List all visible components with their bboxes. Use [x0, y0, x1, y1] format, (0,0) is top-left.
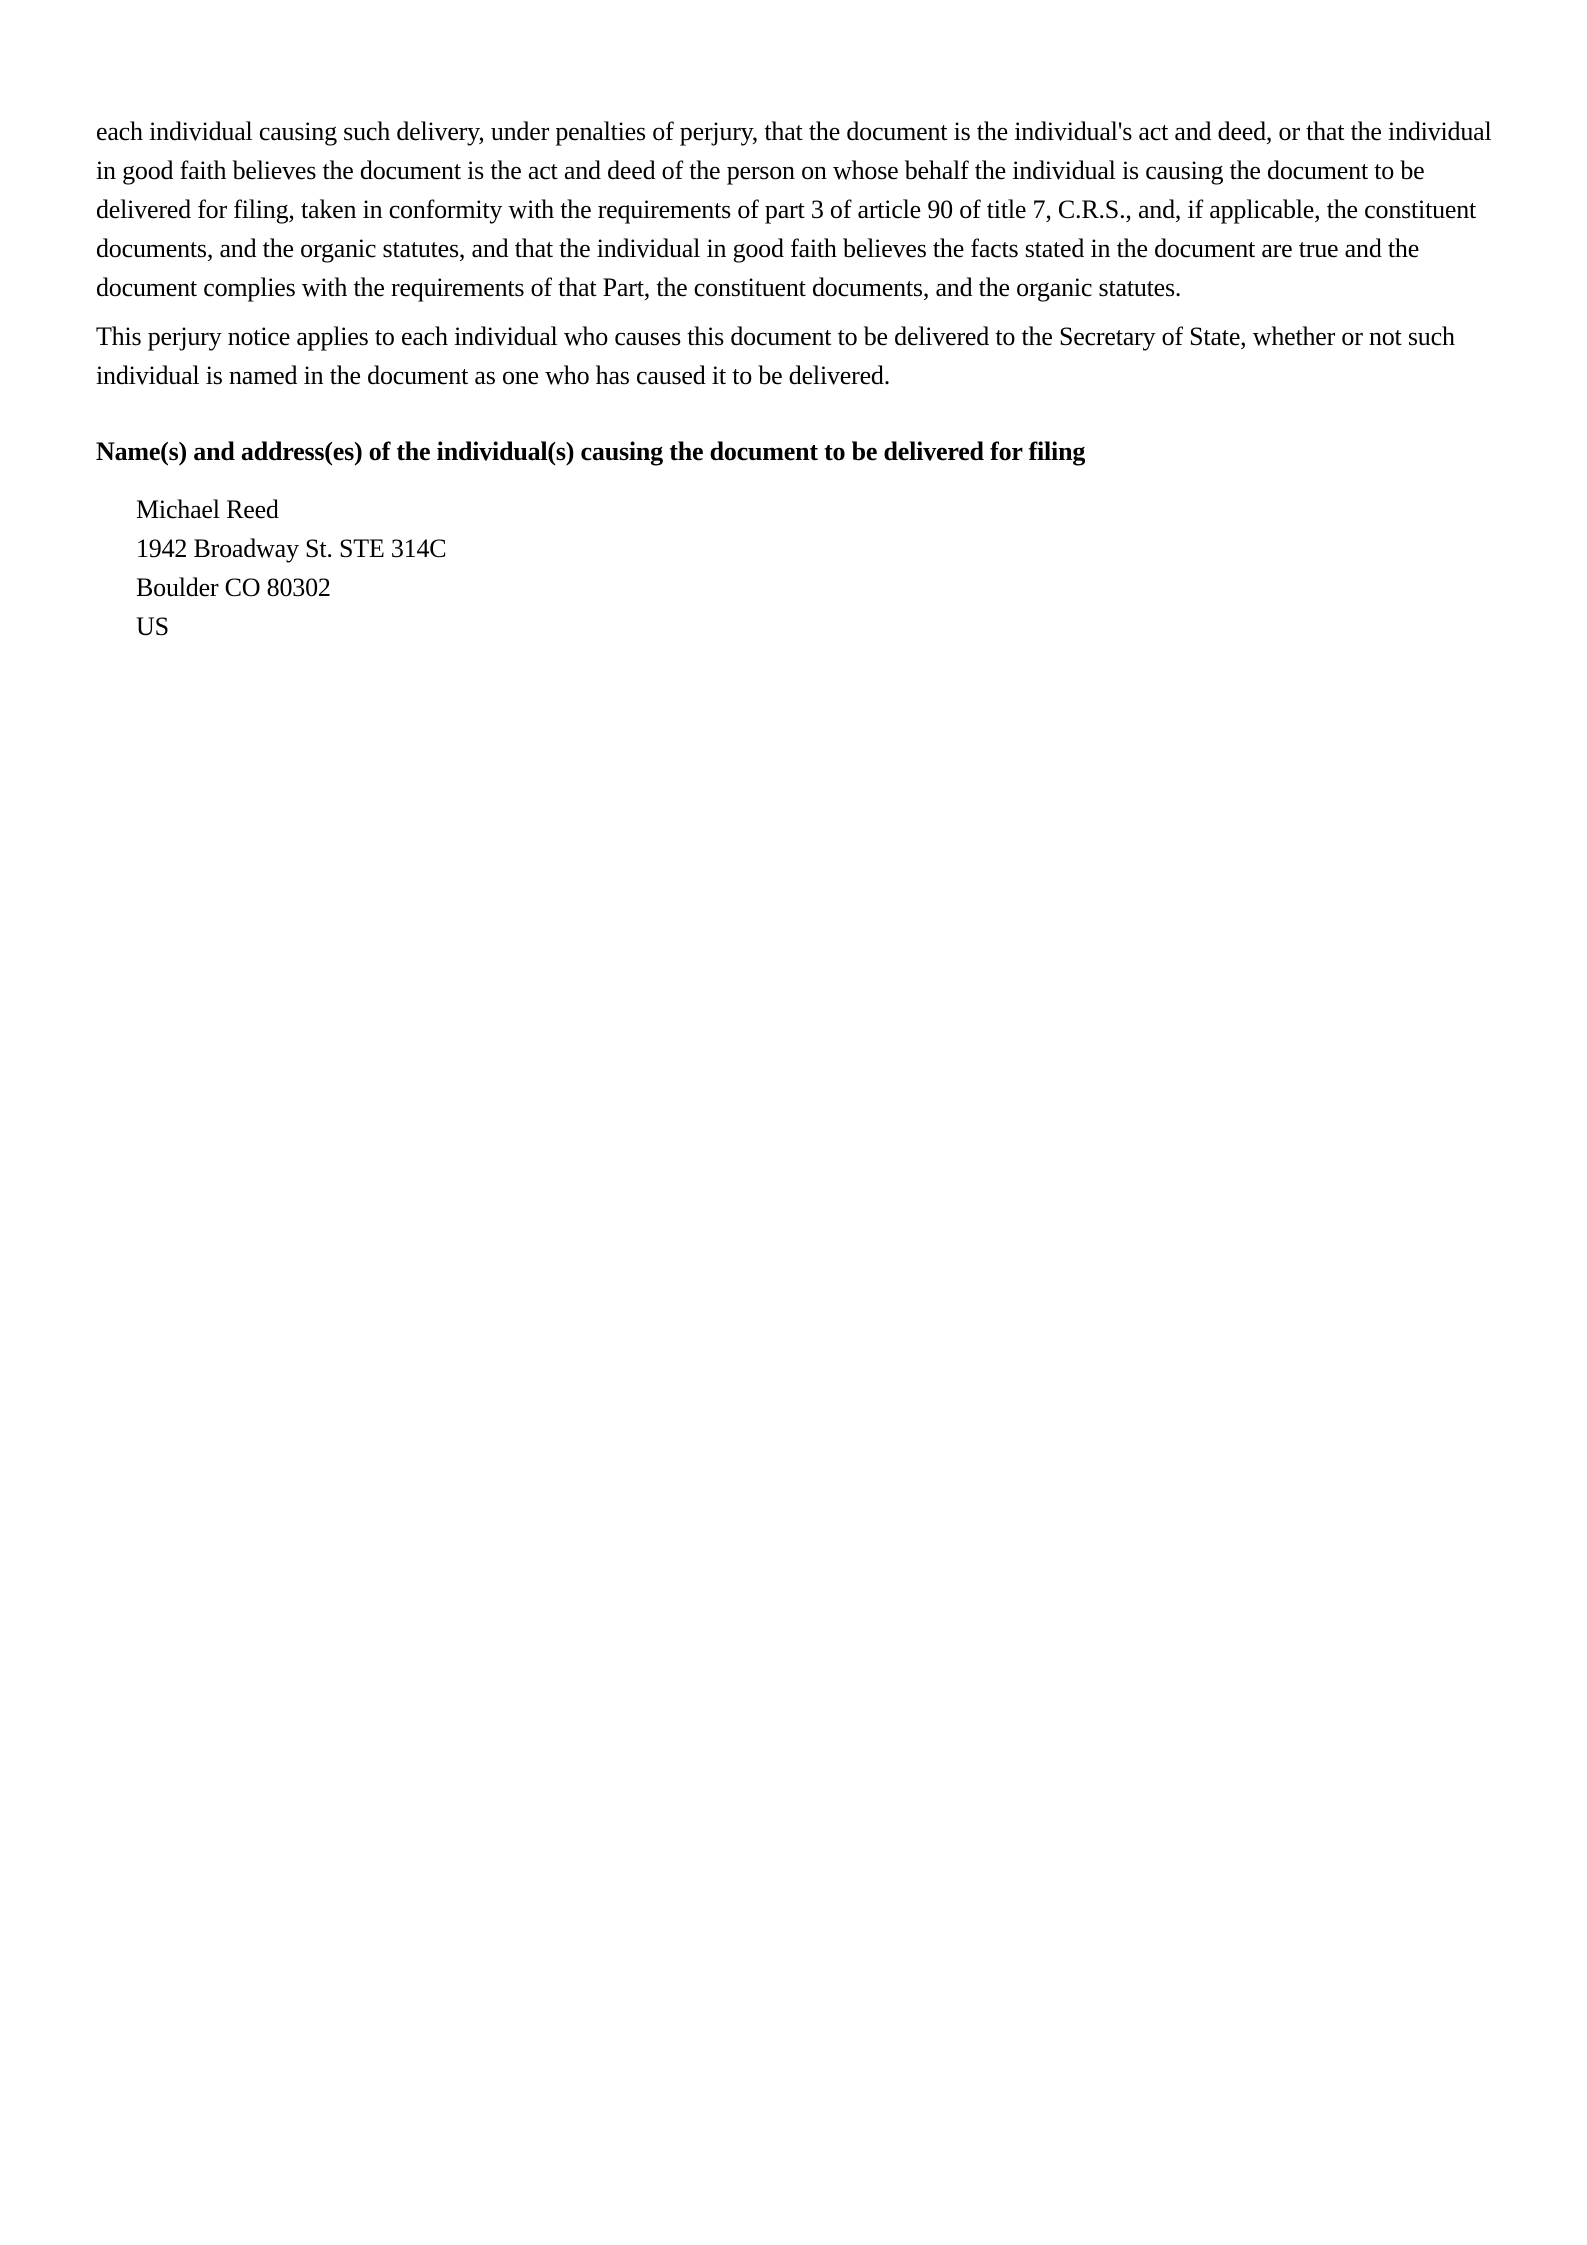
filer-name: Michael Reed — [136, 495, 279, 524]
document-body — [96, 112, 1506, 646]
filer-country: US — [136, 612, 169, 641]
filer-section-heading: Name(s) and address(es) of the individual(s) causing the document to be delivered for filing — [96, 437, 1086, 466]
filer-street: 1942 Broadway St. STE 314C — [136, 534, 447, 563]
filer-address-block — [136, 490, 1506, 646]
perjury-statement-paragraph: each individual causing such delivery, under penalties of perjury, that the document is the individual's act and deed, or that the individual in good faith believes the document is the act and deed of the person on whose behalf the individual is causing the document to be delivered for filing, taken in conformity with the requirements of part 3 of article 90 of title 7, C.R.S., and, if applicable, the constituent documents, and the organic statutes, and that the individual in good faith believes the facts stated in the document are true and the document complies with the requirements of that Part, the constituent documents, and the organic statutes. — [96, 117, 1492, 302]
perjury-notice-paragraph: This perjury notice applies to each individual who causes this document to be delivered to the Secretary of State, whether or not such individual is named in the document as one who has caused it to be delivered. — [96, 322, 1455, 390]
filer-city-state-zip: Boulder CO 80302 — [136, 573, 331, 602]
